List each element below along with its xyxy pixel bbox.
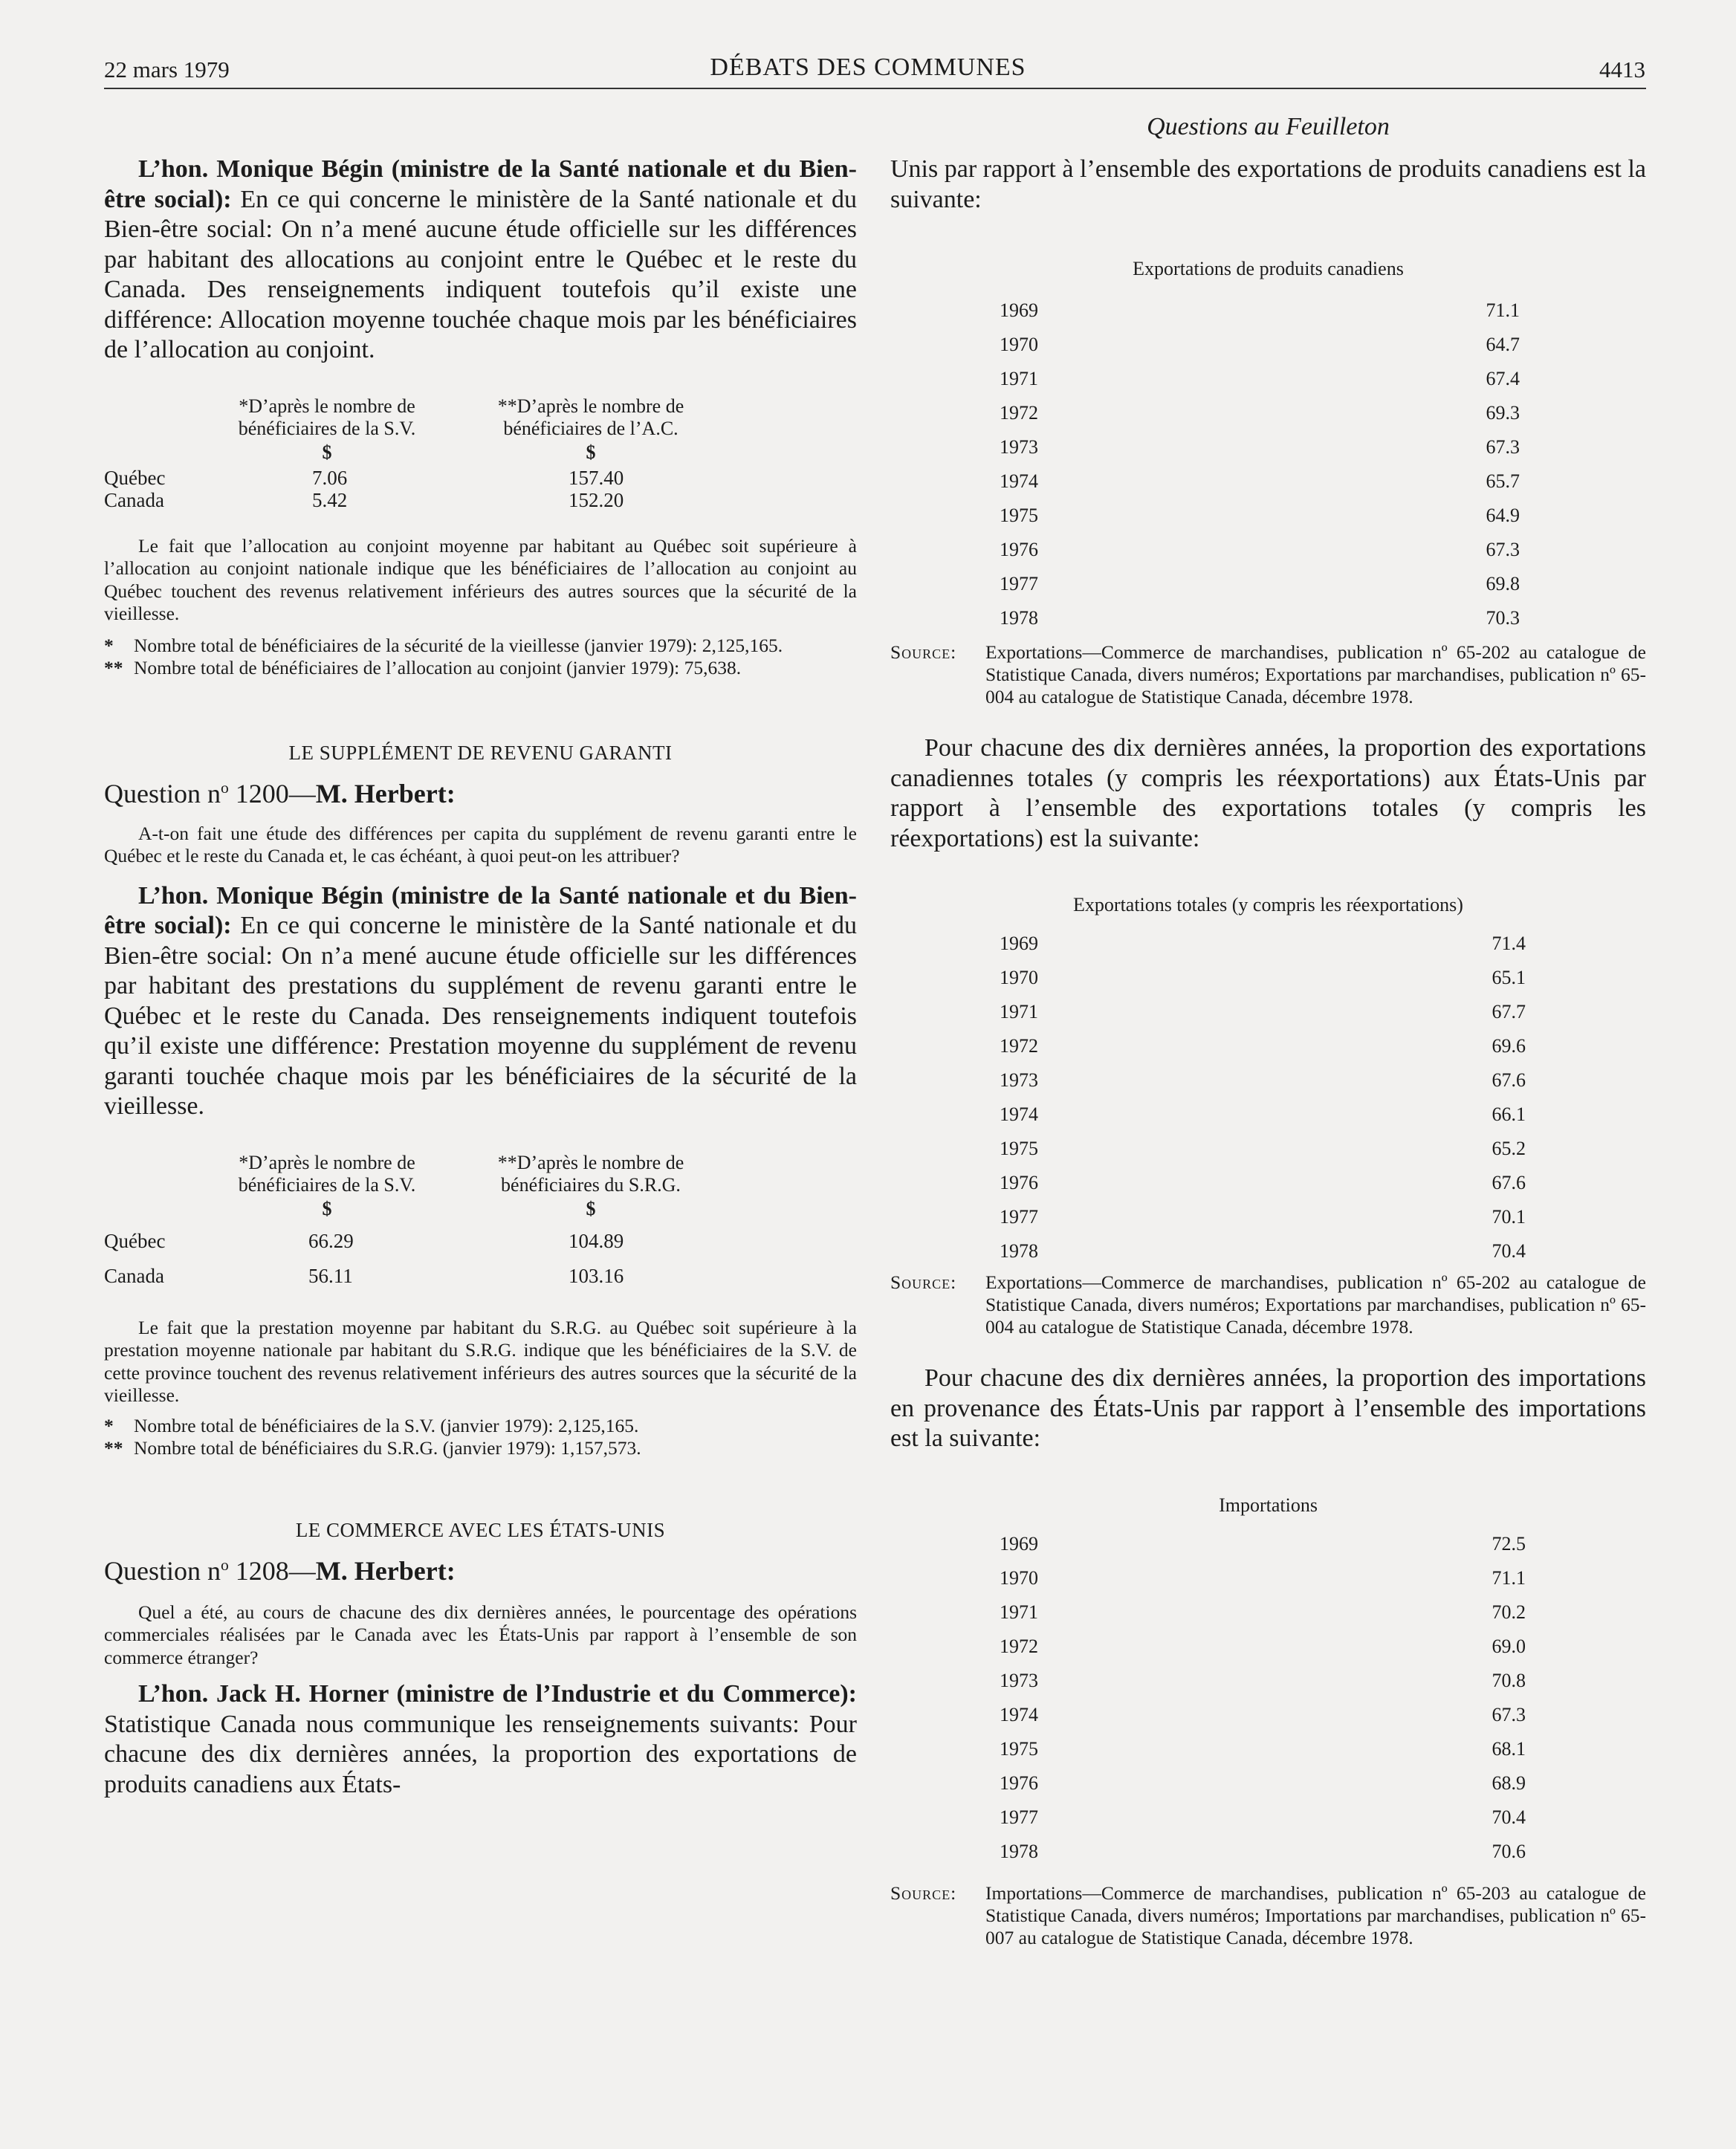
year-cell: 1973: [1000, 436, 1038, 458]
table-row: [104, 489, 624, 511]
section-title: Questions au Feuilleton: [1147, 113, 1390, 140]
year-cell: 1978: [1000, 1840, 1038, 1862]
year-cell: 1970: [1000, 1566, 1038, 1589]
value-cell: 70.2: [1492, 1601, 1526, 1623]
speaker: L’hon. Jack H. Horner (ministre de l’Industrie et du Commerce):: [138, 1680, 857, 1708]
table-row: [1000, 1527, 1526, 1561]
speaker: L’hon. Monique Bégin (ministre de la Santé nationale et du Bien-être social):: [104, 155, 857, 213]
table-2-col2-header: **D’après le nombre de bénéficiaires du S.R.G.: [497, 1151, 684, 1196]
year-cell: 1971: [1000, 1601, 1038, 1623]
year-cell: 1974: [1000, 470, 1038, 492]
table-row: [1000, 328, 1520, 362]
table-1-note: Le fait que l’allocation au conjoint moyenne par habitant au Québec soit supérieure à l’allocation au conjoint nationale indique que les bénéficiaires de l’allocation au conjoint au Québec touchent des revenus relativement inférieurs des autres sources que la sécurité de la vieillesse.: [104, 534, 857, 624]
table-row: [1000, 1664, 1526, 1698]
table-row: [1000, 1800, 1526, 1835]
value-cell: 68.9: [1492, 1772, 1526, 1794]
cell: 7.06: [312, 466, 348, 489]
table-row: [1000, 1200, 1526, 1234]
value-cell: 69.0: [1492, 1635, 1526, 1657]
year-cell: 1974: [1000, 1103, 1038, 1125]
value-cell: 71.1: [1486, 299, 1520, 321]
year-cell: 1976: [1000, 1772, 1038, 1794]
value-cell: 65.7: [1486, 470, 1520, 492]
footnote-mark: *: [104, 634, 114, 656]
table-row: [1000, 601, 1520, 635]
footnote-text: Nombre total de bénéficiaires de l’allocation au conjoint (janvier 1979): 75,638.: [134, 656, 742, 678]
source-note: [890, 1271, 1646, 1338]
footnote-mark: **: [104, 656, 123, 678]
table-row: [1000, 499, 1520, 533]
year-cell: 1969: [1000, 933, 1038, 954]
stat-table-title: Exportations totales (y compris les réexportations): [1073, 894, 1463, 915]
answer-2: [104, 881, 857, 1122]
value-cell: 67.7: [1492, 1001, 1526, 1022]
table-1-col1-header: *D’après le nombre de bénéficiaires de la S.V.: [238, 395, 416, 439]
table-row: [1000, 362, 1520, 396]
row-label: Canada: [104, 488, 164, 511]
row-label: Québec: [104, 1229, 166, 1252]
left-column: [104, 155, 857, 1800]
section-heading: LE COMMERCE AVEC LES ÉTATS-UNIS: [295, 1518, 666, 1541]
table-row: [1000, 1063, 1526, 1098]
value-cell: 67.3: [1486, 436, 1520, 458]
value-cell: 65.2: [1492, 1138, 1526, 1159]
value-cell: 68.1: [1492, 1737, 1526, 1760]
right-column: [890, 155, 1646, 1949]
source-note: [890, 1882, 1646, 1949]
section-heading: LE SUPPLÉMENT DE REVENU GARANTI: [288, 741, 673, 764]
question-text: Quel a été, au cours de chacune des dix dernières années, le pourcentage des opérations commerciales réalisées par le Canada avec les États-Unis par rapport à l’ensemble de son commerce étranger?: [104, 1601, 857, 1668]
value-cell: 69.8: [1486, 573, 1520, 594]
value-cell: 67.6: [1492, 1172, 1526, 1193]
table-row: [1000, 1166, 1526, 1200]
row-label: Québec: [104, 466, 166, 489]
year-cell: 1970: [1000, 334, 1038, 355]
stat-table: [1000, 294, 1520, 635]
stat-table: [1000, 1527, 1526, 1869]
footnote-text: Nombre total de bénéficiaires de la S.V. (janvier 1979): 2,125,165.: [134, 1414, 639, 1436]
year-cell: 1977: [1000, 1206, 1038, 1228]
cell: 157.40: [569, 466, 624, 489]
value-cell: 67.3: [1486, 539, 1520, 560]
value-cell: 70.3: [1486, 607, 1520, 629]
footnote: [104, 635, 857, 657]
source-text: Exportations—Commerce de marchandises, publication nº 65-202 au catalogue de Statistique Canada, divers numéros; Exportations par marchandises, publication nº 65-004 au catalogue de Statistique Canada, décembre 1978.: [985, 641, 1646, 707]
value-cell: 70.4: [1492, 1240, 1526, 1262]
answer-text: Statistique Canada nous communique les renseignements suivants: Pour chacune des dix dernières années, la proportion des exportations de produits canadiens aux États-: [104, 1710, 857, 1798]
table-1-col2-header: **D’après le nombre de bénéficiaires de l’A.C.: [497, 395, 684, 439]
year-cell: 1975: [1000, 1138, 1038, 1159]
source-text: Importations—Commerce de marchandises, publication nº 65-203 au catalogue de Statistique Canada, divers numéros; Importations par marchandises, publication nº 65-007 au catalogue de Statistique Canada, décembre 1978.: [985, 1881, 1646, 1948]
value-cell: 72.5: [1492, 1532, 1526, 1555]
value-cell: 71.4: [1492, 933, 1526, 954]
source-label: Source:: [890, 1881, 957, 1904]
header-rule: [104, 88, 1646, 89]
answer-text: En ce qui concerne le ministère de la Santé nationale et du Bien-être social: On n’a mené aucune étude officielle sur les différences par habitant des prestations du supplément de revenu garanti entre le Québec et le reste du Canada. Des renseignements indiquent toutefois qu’il existe une différence: Prestation moyenne du supplément de revenu garanti touchée chaque mois par les bénéficiaires de la sécurité de la vieillesse.: [104, 912, 858, 1120]
year-cell: 1971: [1000, 1001, 1038, 1022]
unit-label: $: [322, 441, 332, 463]
table-row: [1000, 533, 1520, 567]
question-author: M. Herbert:: [315, 1555, 456, 1586]
value-cell: 64.9: [1486, 505, 1520, 526]
year-cell: 1972: [1000, 1635, 1038, 1657]
table-row: [1000, 1698, 1526, 1732]
table-row: [1000, 1766, 1526, 1800]
value-cell: 65.1: [1492, 967, 1526, 988]
question-line: [104, 1555, 857, 1586]
cell: 56.11: [308, 1264, 353, 1287]
right-para-2: Pour chacune des dix dernières années, la proportion des exportations canadiennes totales (y compris les réexportations) aux États-Unis par rapport à l’ensemble des exportations totales (y compris les réexportations) est la suivante:: [890, 734, 1646, 852]
header-title: DÉBATS DES COMMUNES: [710, 54, 1026, 81]
value-cell: 70.1: [1492, 1206, 1526, 1228]
unit-label: $: [322, 1197, 332, 1219]
table-2-col1-header: *D’après le nombre de bénéficiaires de la S.V.: [238, 1151, 416, 1196]
table-row: [1000, 396, 1520, 430]
year-cell: 1969: [1000, 299, 1038, 321]
year-cell: 1975: [1000, 505, 1038, 526]
value-cell: 64.7: [1486, 334, 1520, 355]
table-row: [1000, 1098, 1526, 1132]
year-cell: 1976: [1000, 539, 1038, 560]
right-para-3: Pour chacune des dix dernières années, la proportion des importations en provenance des États-Unis par rapport à l’ensemble des importations est la suivante:: [890, 1364, 1646, 1452]
footnote-mark: *: [104, 1414, 114, 1436]
source-text: Exportations—Commerce de marchandises, publication nº 65-202 au catalogue de Statistique Canada, divers numéros; Exportations par marchandises, publication nº 65-004 au catalogue de Statistique Canada, décembre 1978.: [985, 1271, 1646, 1338]
value-cell: 70.8: [1492, 1669, 1526, 1691]
header-date: 22 mars 1979: [104, 56, 230, 82]
table-row: [104, 1230, 624, 1252]
stat-table-title: Exportations de produits canadiens: [1133, 258, 1404, 279]
answer-1: [104, 155, 857, 366]
value-cell: 67.3: [1492, 1703, 1526, 1725]
footnote: [104, 657, 857, 679]
footnote-text: Nombre total de bénéficiaires de la sécurité de la vieillesse (janvier 1979): 2,125,165.: [134, 634, 783, 656]
table-row: [1000, 1835, 1526, 1869]
value-cell: 66.1: [1492, 1103, 1526, 1125]
value-cell: 69.3: [1486, 402, 1520, 424]
table-2-footnotes: [104, 1415, 857, 1459]
cell: 152.20: [569, 488, 624, 511]
question-text: A-t-on fait une étude des différences per capita du supplément de revenu garanti entre le Québec et le reste du Canada et, le cas échéant, à quoi peut-on les attribuer?: [104, 822, 857, 866]
table-row: [104, 1265, 624, 1287]
footnote-text: Nombre total de bénéficiaires du S.R.G. (janvier 1979): 1,157,573.: [134, 1436, 641, 1459]
year-cell: 1973: [1000, 1669, 1038, 1691]
value-cell: 71.1: [1492, 1566, 1526, 1589]
year-cell: 1977: [1000, 1806, 1038, 1828]
year-cell: 1976: [1000, 1172, 1038, 1193]
unit-label: $: [586, 441, 596, 463]
table-row: [1000, 567, 1520, 601]
answer-3: [104, 1679, 857, 1800]
table-row: [1000, 430, 1520, 464]
question-number: 1200—: [228, 778, 316, 808]
table-row: [1000, 1561, 1526, 1595]
stat-table: [1000, 927, 1526, 1268]
cell: 5.42: [312, 488, 348, 511]
row-label: Canada: [104, 1264, 164, 1287]
footnote: [104, 1437, 857, 1459]
table-row: [1000, 995, 1526, 1029]
question-author: M. Herbert:: [315, 778, 456, 808]
unit-label: $: [586, 1197, 596, 1219]
table-row: [104, 467, 624, 489]
year-cell: 1970: [1000, 967, 1038, 988]
table-row: [1000, 1595, 1526, 1630]
footnote: [104, 1415, 857, 1437]
table-row: [1000, 1132, 1526, 1166]
ordinal-sup: o: [221, 778, 229, 797]
cell: 104.89: [569, 1229, 624, 1252]
source-note: [890, 641, 1646, 708]
table-row: [1000, 927, 1526, 961]
year-cell: 1978: [1000, 1240, 1038, 1262]
table-row: [1000, 464, 1520, 499]
table-row: [1000, 1029, 1526, 1063]
year-cell: 1975: [1000, 1737, 1038, 1760]
source-label: Source:: [890, 641, 957, 663]
cell: 66.29: [308, 1229, 354, 1252]
question-line: [104, 778, 857, 809]
footnote-mark: **: [104, 1436, 123, 1459]
table-2-note: Le fait que la prestation moyenne par habitant du S.R.G. au Québec soit supérieure à la prestation moyenne nationale par habitant du S.R.G. indique que les bénéficiaires de la S.V. de cette province touchent des revenus relativement inférieurs des autres sources que la sécurité de la vieillesse.: [104, 1316, 857, 1406]
table-1: [104, 395, 857, 529]
table-row: [1000, 294, 1520, 328]
year-cell: 1972: [1000, 402, 1038, 424]
ordinal-sup: o: [221, 1555, 229, 1574]
cell: 103.16: [569, 1264, 624, 1287]
source-label: Source:: [890, 1271, 957, 1293]
question-prefix: Question n: [104, 778, 221, 808]
table-row: [1000, 1630, 1526, 1664]
stat-table-title: Importations: [1219, 1494, 1318, 1516]
speaker: L’hon. Monique Bégin (ministre de la Santé nationale et du Bien-être social):: [104, 881, 857, 939]
table-row: [1000, 961, 1526, 995]
table-2: [104, 1152, 857, 1300]
year-cell: 1977: [1000, 573, 1038, 594]
year-cell: 1969: [1000, 1532, 1038, 1555]
question-number: 1208—: [228, 1555, 316, 1586]
value-cell: 67.4: [1486, 368, 1520, 389]
value-cell: 70.4: [1492, 1806, 1526, 1828]
year-cell: 1971: [1000, 368, 1038, 389]
year-cell: 1972: [1000, 1035, 1038, 1057]
table-row: [1000, 1234, 1526, 1268]
question-prefix: Question n: [104, 1555, 221, 1586]
year-cell: 1974: [1000, 1703, 1038, 1725]
year-cell: 1978: [1000, 607, 1038, 629]
table-row: [1000, 1732, 1526, 1766]
answer-text: En ce qui concerne le ministère de la Santé nationale et du Bien-être social: On n’a mené aucune étude officielle sur les différences par habitant des allocations au conjoint entre le Québec et le reste du Canada. Des renseignements indiquent toutefois qu’il existe une différence: Allocation moyenne touchée chaque mois par les bénéficiaires de l’allocation au conjoint.: [104, 185, 858, 363]
year-cell: 1973: [1000, 1069, 1038, 1091]
value-cell: 69.6: [1492, 1035, 1526, 1057]
value-cell: 70.6: [1492, 1840, 1526, 1862]
table-1-footnotes: [104, 635, 857, 679]
value-cell: 67.6: [1492, 1069, 1526, 1091]
right-intro: Unis par rapport à l’ensemble des exportations de produits canadiens est la suivante:: [890, 155, 1646, 213]
page-number: 4413: [1599, 56, 1645, 82]
